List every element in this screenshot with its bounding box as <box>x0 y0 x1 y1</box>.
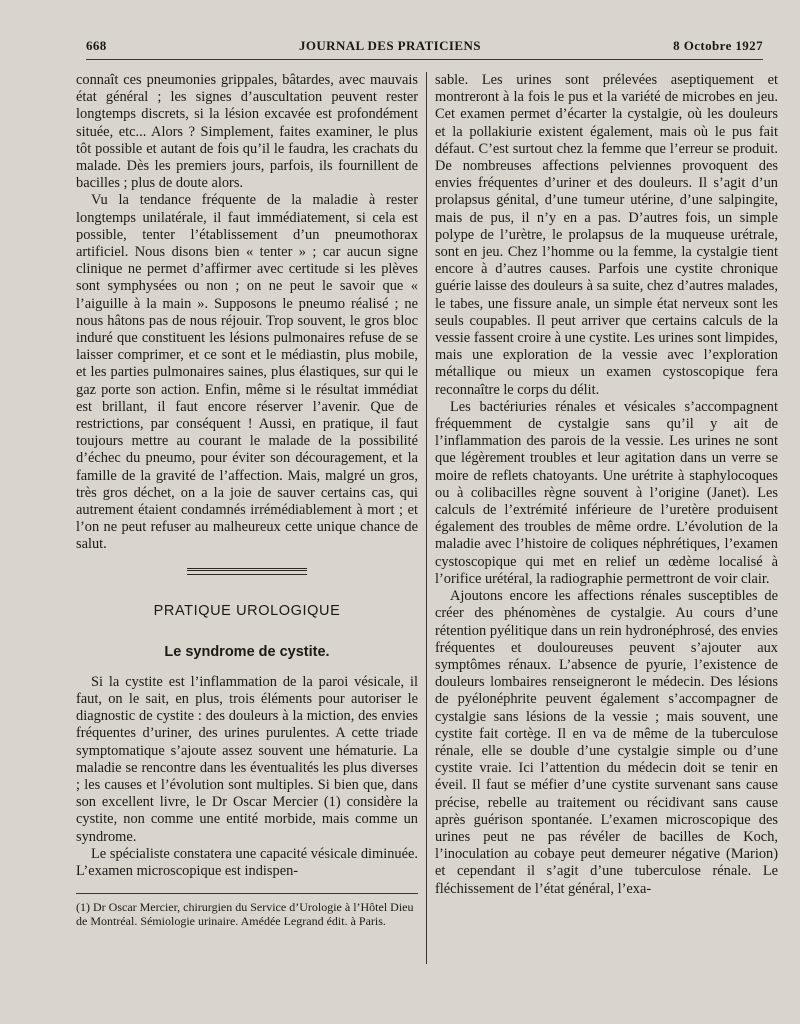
page-header <box>86 38 763 54</box>
column-divider <box>426 72 427 964</box>
paragraph: Vu la tendance fréquente de la maladie à rester longtemps unilatérale, il faut immédiatement, si cela est possible, tenter l’établissement d’un pneumothorax artificiel. Nous disons bien « tenter » ; car aucun signe clinique ne permet d’affirmer avec certitude si les plèves sont symphysées ou non ; on ne peut le savoir que « l’aiguille à la main ». Supposons le pneumo réalisé ; ne nous hâtons pas de nous réjouir. Trop souvent, le gros bloc induré que constituent les lésions pulmonaires refuse de se laisser comprimer, et ce sont et le médiastin, plus mobile, et les parties pulmonaires saines, plus élastiques, sur qui le gaz porte son action. Enfin, même si le résultat immédiat est brillant, il faut encore réserver l’avenir. Que de restrictions, par conséquent ! Aussi, en pratique, il faut toujours mettre au courant le malade de la possibilité d’échec du pneumo, pour éviter son découragement, et la famille de la gravité de l’affection. Mais, malgré un gros, très gros déchet, on a la joie de sauver certains cas, qui autrement étaient condamnés irrémédiablement à mort ; et l’on ne peut refuser au malheureux cette unique chance de salut. <box>76 192 418 553</box>
section-separator <box>187 568 307 575</box>
paragraph: sable. Les urines sont prélevées aseptiquement et montreront à la fois le pus et la variété de microbes en jeu. Cet examen permet d’écarter la cystalgie, où les douleurs et la pollakiurie existent également, mais où le pus fait défaut. C’est surtout chez la femme que l’erreur se produit. De nombreuses affections pelviennes provoquent des envies fréquentes d’uriner et des douleurs. Il s’agit d’un prolapsus génital, d’une tumeur utérine, d’une salpingite, mais de pus, il n’y en a pas. D’autres fois, un simple polype de l’urètre, le prolapsus de la muqueuse urétrale, sont en jeu. Chez l’homme ou la femme, la cystalgie tient encore à d’autres causes. Parfois une cystite chronique guérie laisse des douleurs à sa suite, chez d’autres malades, le tabes, une fissure anale, un simple état nerveux sont les seuls coupables. Il peut arriver que certains calculs de la vessie fassent croire à une cystite. Les urines sont limpides, mais une exploration de la vessie avec l’exploration métallique ou mieux un examen cystoscopique fera reconnaître le corps du délit. <box>435 72 778 398</box>
paragraph: Les bactériuries rénales et vésicales s’accompagnent fréquemment de cystalgie sans qu’il y ait de l’inflammation des parois de la vessie. Les urines ne sont que légèrement troubles et leur agitation dans un verre se moire de reflets chatoyants. Une urétrite à staphylocoques ou à colibacilles règne souvent à l’origine (Janet). Les calculs de l’extrémité inférieure de l’uretère produisent également des troubles de même ordre. L’évolution de la maladie avec l’histoire de coliques néphrétiques, l’examen cystoscopique qui met en relief un œdème localisé à l’orifice urétéral, la radiographie permettront de voir clair. <box>435 398 778 587</box>
paragraph: connaît ces pneumonies grippales, bâtardes, avec mauvais état général ; les signes d’auscultation peuvent rester longtemps discrets, si la lésion excavée est profondément située, etc... Alors ? Simplement, faites examiner, le plus tôt possible et autant de fois qu’il le faudra, les crachats du malade. Dès les premiers jours, parfois, ils fournillent de bacilles ; plus de doute alors. <box>76 72 418 192</box>
section-title: PRATIQUE UROLOGIQUE <box>153 602 341 619</box>
journal-title: JOURNAL DES PRATICIENS <box>298 38 481 53</box>
article-title: Le syndrome de cystite. <box>164 643 330 660</box>
left-column <box>76 72 418 928</box>
issue-date: 8 Octobre 1927 <box>673 38 763 53</box>
right-column <box>435 72 778 898</box>
paragraph: Ajoutons encore les affections rénales susceptibles de créer des phénomènes de cystalgie. Au cours d’une rétention pyélitique dans un rein hydronéphrosé, des envies fréquentes et douloureuses peuvent s’ajouter aux symptômes rénaux. L’absence de pyurie, l’existence de douleurs lombaires renseigneront le médecin. Des lésions de pyélonéphrite peuvent également s’accompagner de cystalgie sans lésions de la vessie ; mais souvent, une cystite fait cortège. Il en va de même de la tuberculose rénale, elle se double d’une cystalgie simple ou d’une cystite vraie. Ici l’attention du médecin doit se tenir en éveil. Il faut se méfier d’une cystite survenant sans cause précise, rebelle au traitement ou récidivant sans cause après guérison spontanée. L’examen microscopique des urines peut ne pas révéler de bacilles de Koch, l’inoculation au cobaye peut demeurer négative (Marion) et cependant il s’agit d’une tuberculose rénale. Le fléchissement de l’état général, l’exa- <box>435 588 778 897</box>
paragraph: Le spécialiste constatera une capacité vésicale diminuée. L’examen microscopique est indispen- <box>76 845 418 879</box>
footnote-rule <box>76 893 418 894</box>
header-rule <box>86 59 763 60</box>
footnote: (1) Dr Oscar Mercier, chirurgien du Service d’Urologie à l’Hôtel Dieu de Montréal. Sémiologie urinaire. Amédée Legrand édit. à Paris. <box>76 900 414 929</box>
paragraph: Si la cystite est l’inflammation de la paroi vésicale, il faut, on le sait, en plus, trois éléments pour autoriser le diagnostic de cystite : des douleurs à la miction, des envies fréquentes d’uriner, des urines purulentes. A cette triade symptomatique s’ajoute assez souvent une hématurie. La maladie se rencontre dans les éventualités les plus diverses ; les causes et l’évolution sont multiples. Si bien que, dans son excellent livre, le Dr Oscar Mercier (1) considère la cystite, non comme une entité morbide, mais comme un syndrome. <box>76 673 418 845</box>
page-number: 668 <box>86 38 107 53</box>
